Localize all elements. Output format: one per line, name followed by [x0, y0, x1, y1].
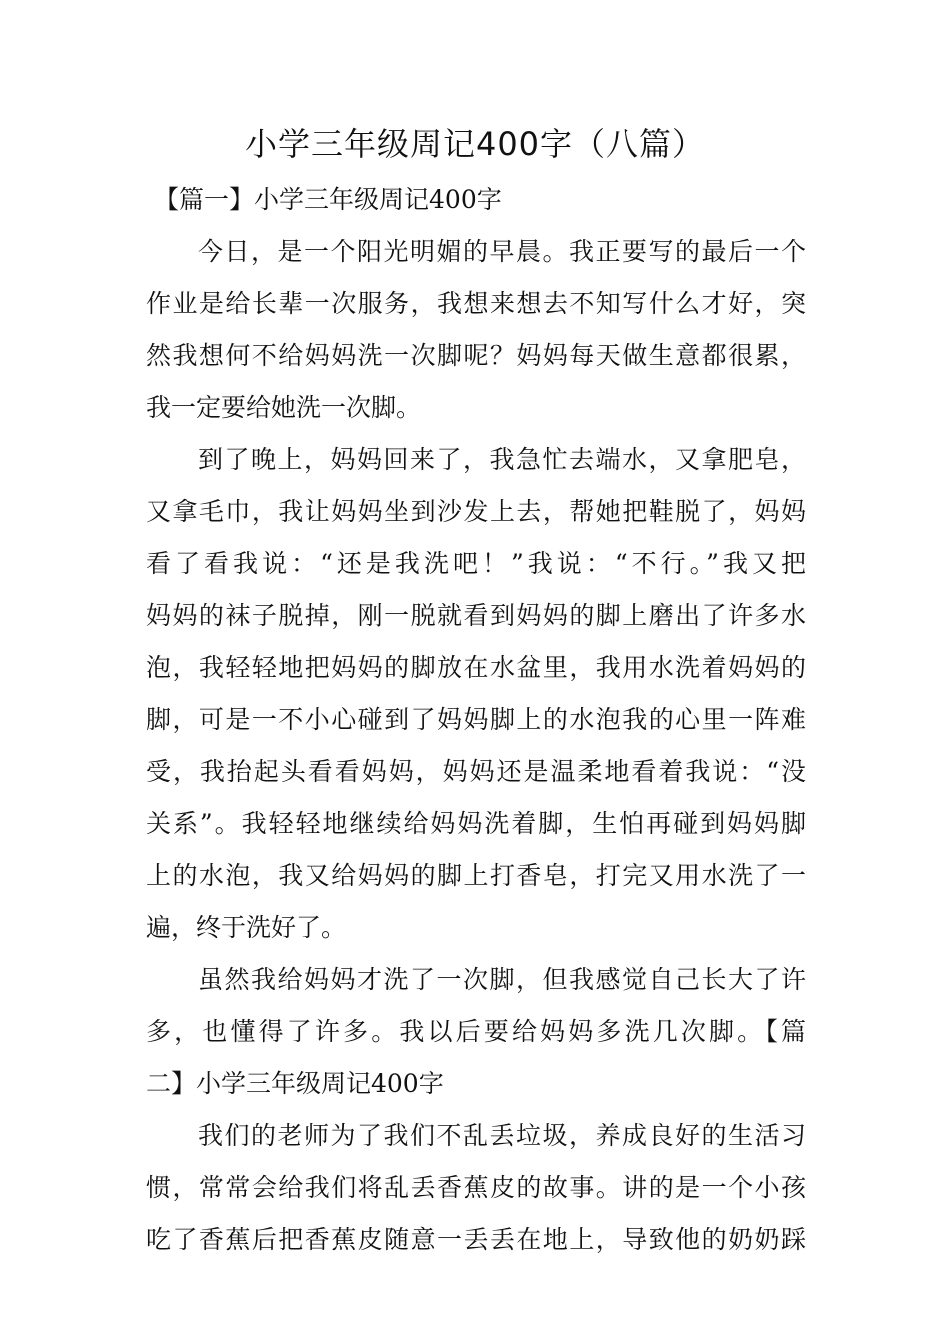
paragraph-line: 遍，终于洗好了。: [146, 913, 347, 942]
paragraph-line: 我一定要给她洗一次脚。: [146, 393, 422, 422]
section-heading: 【篇一】小学三年级周记400字: [154, 185, 502, 214]
paragraph-line: 吃了香蕉后把香蕉皮随意一丢丢在地上，导致他的奶奶踩: [146, 1225, 806, 1254]
paragraph-line: 到了晚上，妈妈回来了，我急忙去端水，又拿肥皂，: [198, 445, 806, 474]
document-title: 小学三年级周记400字（八篇）: [244, 125, 706, 163]
paragraph-line: 关系”。我轻轻地继续给妈妈洗着脚，生怕再碰到妈妈脚: [146, 809, 806, 838]
paragraph-line: 又拿毛巾，我让妈妈坐到沙发上去，帮她把鞋脱了，妈妈: [146, 497, 806, 526]
paragraph-line: 惯，常常会给我们将乱丢香蕉皮的故事。讲的是一个小孩: [146, 1173, 806, 1202]
paragraph-line: 多，也懂得了许多。我以后要给妈妈多洗几次脚。【篇: [146, 1017, 806, 1046]
paragraph-line: 然我想何不给妈妈洗一次脚呢？妈妈每天做生意都很累，: [146, 341, 806, 370]
paragraph-line: 看了看我说：“还是我洗吧！”我说：“不行。”我又把: [146, 549, 806, 578]
paragraph-line: 妈妈的袜子脱掉，刚一脱就看到妈妈的脚上磨出了许多水: [146, 601, 806, 630]
paragraph-line: 泡，我轻轻地把妈妈的脚放在水盆里，我用水洗着妈妈的: [146, 653, 806, 682]
paragraph-line: 今日，是一个阳光明媚的早晨。我正要写的最后一个: [198, 237, 806, 266]
section-heading: 二】小学三年级周记400字: [146, 1069, 444, 1098]
paragraph-line: 上的水泡，我又给妈妈的脚上打香皂，打完又用水洗了一: [146, 861, 806, 890]
paragraph-line: 作业是给长辈一次服务，我想来想去不知写什么才好，突: [146, 289, 806, 318]
paragraph-line: 脚，可是一不小心碰到了妈妈脚上的水泡我的心里一阵难: [146, 705, 806, 734]
paragraph-line: 我们的老师为了我们不乱丢垃圾，养成良好的生活习: [198, 1121, 806, 1150]
paragraph-line: 受，我抬起头看看妈妈，妈妈还是温柔地看着我说：“没: [146, 757, 806, 786]
paragraph-line: 虽然我给妈妈才洗了一次脚，但我感觉自己长大了许: [198, 965, 806, 994]
